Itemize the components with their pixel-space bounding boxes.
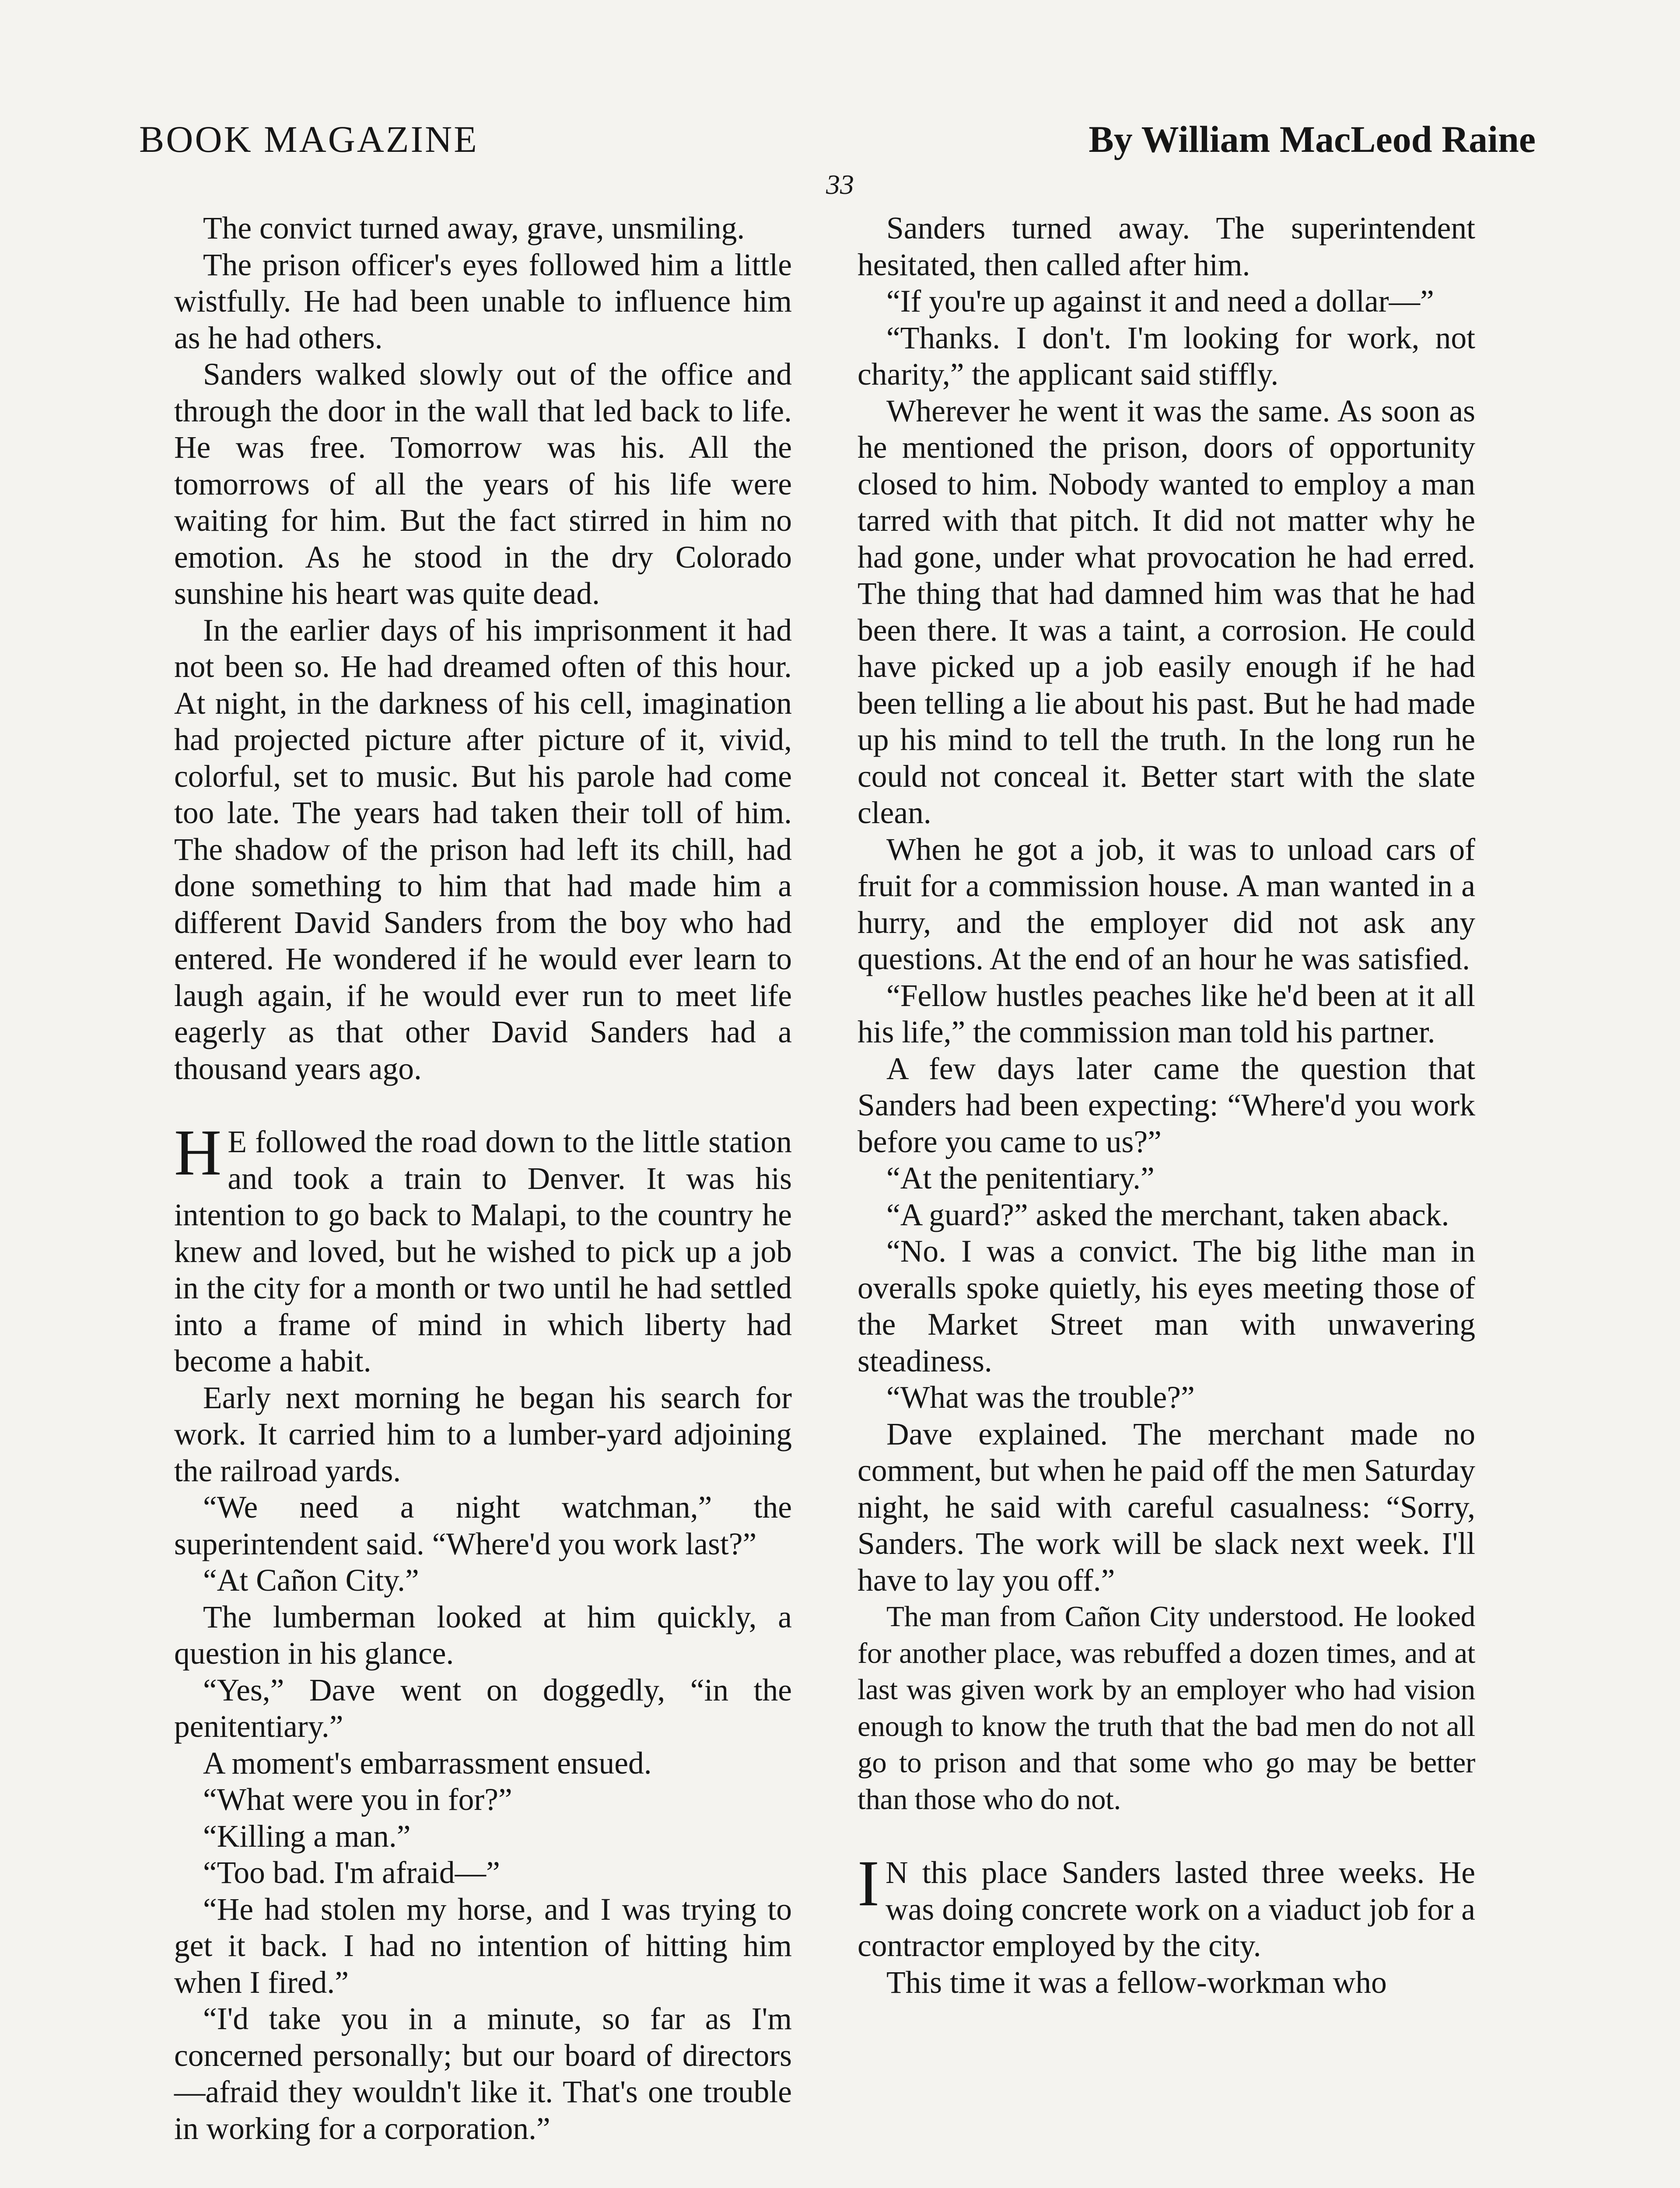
- paragraph-text: The convict turned away, grave, unsmiling.: [203, 211, 745, 245]
- paragraph-text: “What was the trouble?”: [886, 1380, 1195, 1415]
- paragraph-text: “Thanks. I don't. I'm looking for work, not charity,” the applicant said stiffly.: [858, 320, 1475, 392]
- paragraph: [174, 612, 792, 1087]
- paragraph-text: “I'd take you in a minute, so far as I'm concerned personally; but our board of directors—afraid they wouldn't like it. That's one trouble in working for a corporation.”: [174, 2002, 792, 2146]
- paragraph: [858, 283, 1475, 320]
- paragraph-text: “At Cañon City.”: [203, 1563, 419, 1598]
- paragraph: [174, 1562, 792, 1599]
- paragraph: [174, 1745, 792, 1782]
- paragraph: [858, 1847, 1475, 1964]
- paragraph-text: “At the penitentiary.”: [886, 1161, 1155, 1196]
- paragraph: [174, 1855, 792, 1891]
- paragraph-text: N this place Sanders lasted three weeks. He was doing concrete work on a viaduct job for a contractor employed by the city.: [858, 1855, 1475, 1963]
- paragraph: [174, 247, 792, 357]
- paragraph-text: A moment's embarrassment ensued.: [203, 1746, 652, 1781]
- paragraph: [174, 1599, 792, 1672]
- paragraph: [858, 1379, 1475, 1416]
- paragraph-text: “A guard?” asked the merchant, taken aback.: [886, 1197, 1449, 1232]
- paragraph: [174, 1818, 792, 1855]
- running-head: [0, 117, 1680, 165]
- paragraph: [858, 1160, 1475, 1197]
- paragraph-text: Sanders walked slowly out of the office and through the door in the wall that led back to life. He was free. Tomorrow was his. All the tomorrows of all the years of his life were waiting for him. But the fact stirred in him no emotion. As he stood in the dry Colorado sunshine his heart was quite dead.: [174, 357, 792, 611]
- paragraph: [174, 210, 792, 247]
- paragraph: [174, 356, 792, 612]
- paragraph-text: “If you're up against it and need a dollar—”: [886, 284, 1434, 319]
- paragraph: [858, 831, 1475, 978]
- paragraph: [858, 978, 1475, 1051]
- paragraph-text: Wherever he went it was the same. As soon as he mentioned the prison, doors of opportunity closed to him. Nobody wanted to employ a man tarred with that pitch. It did not matter why he had gone, under what provocation he had erred. The thing that had damned him was that he had been there. It was a taint, a corrosion. He could have picked up a job easily enough if he had been telling a lie about his past. But he had made up his mind to tell the truth. In the long run he could not conceal it. Better start with the slate clean.: [858, 393, 1475, 830]
- paragraph: [858, 1599, 1475, 1818]
- paragraph-text: In the earlier days of his imprisonment it had not been so. He had dreamed often of this hour. At night, in the darkness of his cell, imagination had projected picture after picture of it, vivid, colorful, set to music. But his parole had come too late. The years had taken their toll of him. The shadow of the prison had left its chill, had done something to him that had made him a different David Sanders from the boy who had entered. He wondered if he would ever learn to laugh again, if he would ever run to meet life eagerly as that other David Sanders had a thousand years ago.: [174, 613, 792, 1086]
- paragraph: [858, 210, 1475, 283]
- paragraph-text: Dave explained. The merchant made no comment, but when he paid off the men Saturday night, he said with careful casualness: “Sorry, Sanders. The work will be slack next week. I'll have to lay you off.”: [858, 1417, 1475, 1598]
- paragraph-text: This time it was a fellow-workman who: [886, 1965, 1387, 2000]
- paragraph: [858, 320, 1475, 393]
- drop-cap: H: [174, 1116, 222, 1189]
- paragraph-text: The man from Cañon City understood. He looked for another place, was rebuffed a dozen times, and at last was given work by an employer who had vision enough to know the truth that the bad men do not all go to prison and that some who go may be better than those who do not.: [858, 1600, 1475, 1816]
- paragraph-text: Early next morning he began his search for work. It carried him to a lumber-yard adjoining the railroad yards.: [174, 1380, 792, 1488]
- paragraph: [174, 1672, 792, 1745]
- page-number: 33: [826, 169, 854, 200]
- paragraph: [858, 1233, 1475, 1379]
- paragraph-text: When he got a job, it was to unload cars of fruit for a commission house. A man wanted in a hurry, and the employer did not ask any questions. At the end of an hour he was satisfied.: [858, 832, 1475, 976]
- paragraph: [858, 1051, 1475, 1161]
- paragraph-text: “Killing a man.”: [203, 1819, 411, 1854]
- paragraph: [174, 1489, 792, 1562]
- paragraph: [858, 1964, 1475, 2001]
- drop-cap: I: [858, 1847, 879, 1920]
- paragraph-text: “Too bad. I'm afraid—”: [203, 1855, 500, 1890]
- left-column: [174, 210, 792, 2147]
- paragraph: [174, 1781, 792, 1818]
- paragraph-text: The lumberman looked at him quickly, a question in his glance.: [174, 1599, 792, 1671]
- author-byline: By William MacLeod Raine: [1088, 118, 1536, 160]
- paragraph: [858, 1416, 1475, 1599]
- paragraph-text: A few days later came the question that Sanders had been expecting: “Where'd you work before you came to us?”: [858, 1051, 1475, 1159]
- paragraph-text: The prison officer's eyes followed him a little wistfully. He had been unable to influence him as he had others.: [174, 247, 792, 355]
- paragraph-text: “We need a night watchman,” the superintendent said. “Where'd you work last?”: [174, 1490, 792, 1561]
- paragraph: [174, 1891, 792, 2001]
- paragraph-text: E followed the road down to the little station and took a train to Denver. It was his intention to go back to Malapi, to the country he knew and loved, but he wished to pick up a job in the city for a month or two until he had settled into a frame of mind in which liberty had become a habit.: [174, 1125, 792, 1378]
- paragraph-text: “No. I was a convict. The big lithe man in overalls spoke quietly, his eyes meeting those of the Market Street man with unwavering steadiness.: [858, 1234, 1475, 1378]
- paragraph-text: “Yes,” Dave went on doggedly, “in the penitentiary.”: [174, 1673, 792, 1744]
- paragraph: [174, 1380, 792, 1490]
- paragraph: [858, 393, 1475, 831]
- right-column: [858, 210, 1475, 2001]
- paragraph: [174, 2001, 792, 2147]
- paragraph-text: Sanders turned away. The superintendent hesitated, then called after him.: [858, 211, 1475, 282]
- paragraph-text: “Fellow hustles peaches like he'd been at it all his life,” the commission man told his partner.: [858, 978, 1475, 1049]
- paragraph-text: “What were you in for?”: [203, 1782, 512, 1817]
- paragraph: [174, 1116, 792, 1380]
- paragraph-text: “He had stolen my horse, and I was trying to get it back. I had no intention of hitting him when I fired.”: [174, 1892, 792, 2000]
- paragraph: [858, 1197, 1475, 1234]
- magazine-title: BOOK MAGAZINE: [139, 118, 479, 160]
